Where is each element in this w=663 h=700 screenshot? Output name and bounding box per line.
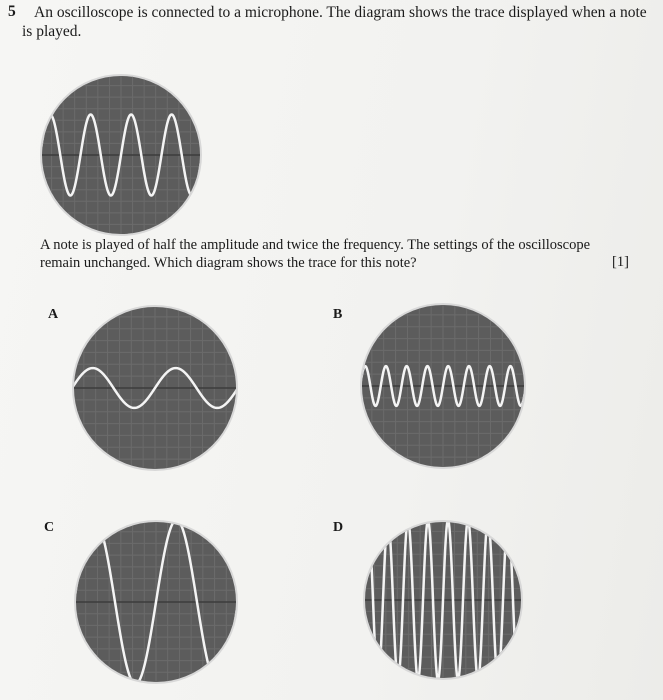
option-b-oscilloscope[interactable] [360, 303, 526, 469]
option-c-label[interactable]: C [44, 520, 55, 535]
option-a-label[interactable]: A [48, 307, 59, 322]
option-d-oscilloscope[interactable] [363, 520, 523, 680]
option-d-svg [363, 520, 523, 680]
option-c-svg [74, 520, 238, 684]
option-b-svg [360, 303, 526, 469]
question-stem [22, 3, 652, 41]
question-number: 5 [8, 3, 16, 20]
question-stem-text: An oscilloscope is connected to a microphone. The diagram shows the trace displayed when a note is played. [22, 4, 647, 40]
marks-allocation: [1] [612, 254, 629, 270]
option-a-oscilloscope[interactable] [72, 305, 238, 471]
reference-svg [40, 74, 202, 236]
option-d-label[interactable]: D [333, 520, 344, 535]
option-b-label[interactable]: B [333, 307, 343, 322]
reference-oscilloscope-screen [40, 74, 202, 236]
question-prompt: A note is played of half the amplitude and twice the frequency. The settings of the oscilloscope remain unchanged. Which diagram shows the trace for this note? [40, 237, 591, 271]
option-c-oscilloscope[interactable] [74, 520, 238, 684]
option-a-svg [72, 305, 238, 471]
